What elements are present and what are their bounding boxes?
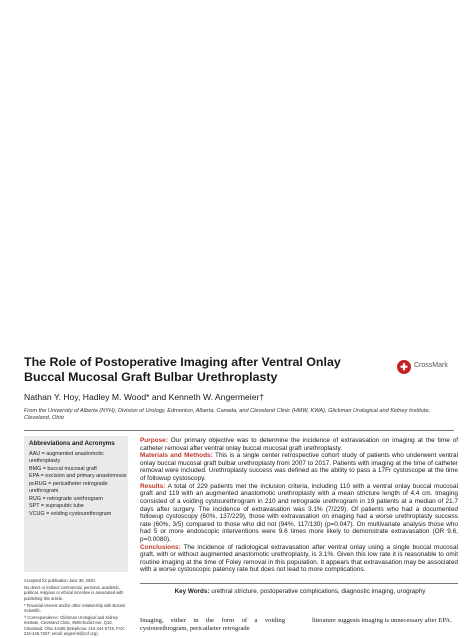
article-title: The Role of Postoperative Imaging after Ventral Onlay Buccal Mucosal Graft Bulbar Urethroplasty xyxy=(24,355,341,384)
body-column-right: literature suggests imaging is unnecessary after EPA. xyxy=(312,617,452,624)
abstract-section-text: This is a single center retrospective cohort study of patients who underwent ventral onlay buccal mucosal graft bulbar urethroplasty from 2007 to 2017. Patients with imaging at the time of catheter removal were included. Urethroplasty success was defined as the ability to pass a 17Fr cystoscope at the time of followup cystoscopy. xyxy=(140,452,458,483)
abbreviation-item: RUG = retrograde urethrogram xyxy=(29,495,103,502)
abbreviations-box xyxy=(24,436,128,572)
affiliation: From the University of Alberta (NYH), Division of Urology, Edmonton, Alberta, Canada, and Cleveland Clinic (HMW, KWA), Glickman Urological and Kidney Institute, Cleveland, Ohio xyxy=(24,408,431,421)
abbreviations-list xyxy=(29,451,128,519)
abbreviations-heading: Abbreviations and Acronyms xyxy=(29,440,115,447)
abbreviation-item: AAU = augmented anastomotic urethroplasty xyxy=(29,450,104,464)
crossmark-logo[interactable] xyxy=(397,360,457,376)
body-column-left: Imaging, either in the form of a voiding cystourethrogram, pericatheter retrograde xyxy=(140,617,285,633)
crossmark-label: CrossMark xyxy=(414,362,448,369)
author-list: Nathan Y. Hoy, Hadley M. Wood* and Kenneth W. Angermeier† xyxy=(24,392,265,402)
abstract-section-label: Conclusions: xyxy=(140,543,181,551)
top-divider xyxy=(24,430,454,431)
abstract-section-label: Purpose: xyxy=(140,437,168,444)
abbreviation-item: BMG = buccal mucosal graft xyxy=(29,465,97,472)
abstract-section-text: The incidence of radiological extravasation after ventral onlay using a single buccal mucosal graft, with or without augmented anastomotic urethroplasty, is 3.1%. Given this low rate it is reasonable to omit routine imaging at the time of Foley removal in this population. It appears that extravasation may be associated with a worse cystoscopic patency rate but does not lead to more complications. xyxy=(140,543,458,574)
keywords-divider xyxy=(140,583,458,584)
footnote: † Correspondence: Glickman Urological and Kidney Institute, Cleveland Clinic, 9500 Euclid Ave. Q10, Cleveland, Ohio 44196 (telephone: 216-444-5715; FAX: 216-445-7267; email: angermk@ccf.org). xyxy=(24,614,126,637)
crossmark-icon: ✚ xyxy=(397,360,411,374)
abbreviation-item: pcRUG = pericatheter retrograde urethrogram xyxy=(29,480,108,494)
abstract-section xyxy=(140,437,458,452)
footnote: Accepted for publication June 30, 2020. xyxy=(24,578,96,583)
abbreviation-item: SPT = suprapubic tube xyxy=(29,503,84,509)
abstract-section xyxy=(140,452,458,482)
footnote: * Financial interest and/or other relationship with Boston Scientific. xyxy=(24,602,126,614)
abstract-section xyxy=(140,483,458,543)
footnotes xyxy=(24,578,128,638)
abbreviation-item: EPA = excision and primary anastomosis xyxy=(29,473,127,479)
abstract-section-text: A total of 229 patients met the inclusion criteria, including 110 with a ventral onlay buccal mucosal graft and 119 with an augmented anastomotic urethroplasty with a mean stricture length of 4.4 cm. Imaging consisted of a voiding cystourethrogram in 210 and retrograde urethrogram in 19 patients at a median of 21.7 days after surgery. The incidence of extravasation was 3.1% (7/229). Of patients who had a documented followup cystoscopy (60%, 137/229), those with extravasation on imaging had a worse urethroplasty success rate (60%, 3/5) compared to those who did not (94%, 117/130) (p=0.047). On multivariate analysis those who had 5 or more endoscopic interventions were 9.6 times more likely to demonstrate extravasation (OR 9.6, p=0.0080). xyxy=(140,482,458,543)
abstract-section xyxy=(140,544,458,574)
keywords-text: urethral stricture, postoperative complications, diagnostic imaging, urography xyxy=(209,588,426,595)
abstract xyxy=(140,437,458,574)
keywords-label: Key Words: xyxy=(174,588,210,595)
abstract-section-label: Results: xyxy=(140,482,166,490)
abbreviation-item: VCUG = voiding cystourethrogram xyxy=(29,510,112,517)
footnote: No direct or indirect commercial, personal, academic, political, religious or ethical incentive is associated with publishing this article. xyxy=(24,584,124,601)
abstract-section-label: Materials and Methods: xyxy=(140,452,213,460)
abstract-section-text: Our primary objective was to determine the incidence of extravasation on imaging at the time of catheter removal after ventral onlay buccal mucosal graft urethroplasty. xyxy=(140,437,458,452)
keywords xyxy=(150,588,450,596)
